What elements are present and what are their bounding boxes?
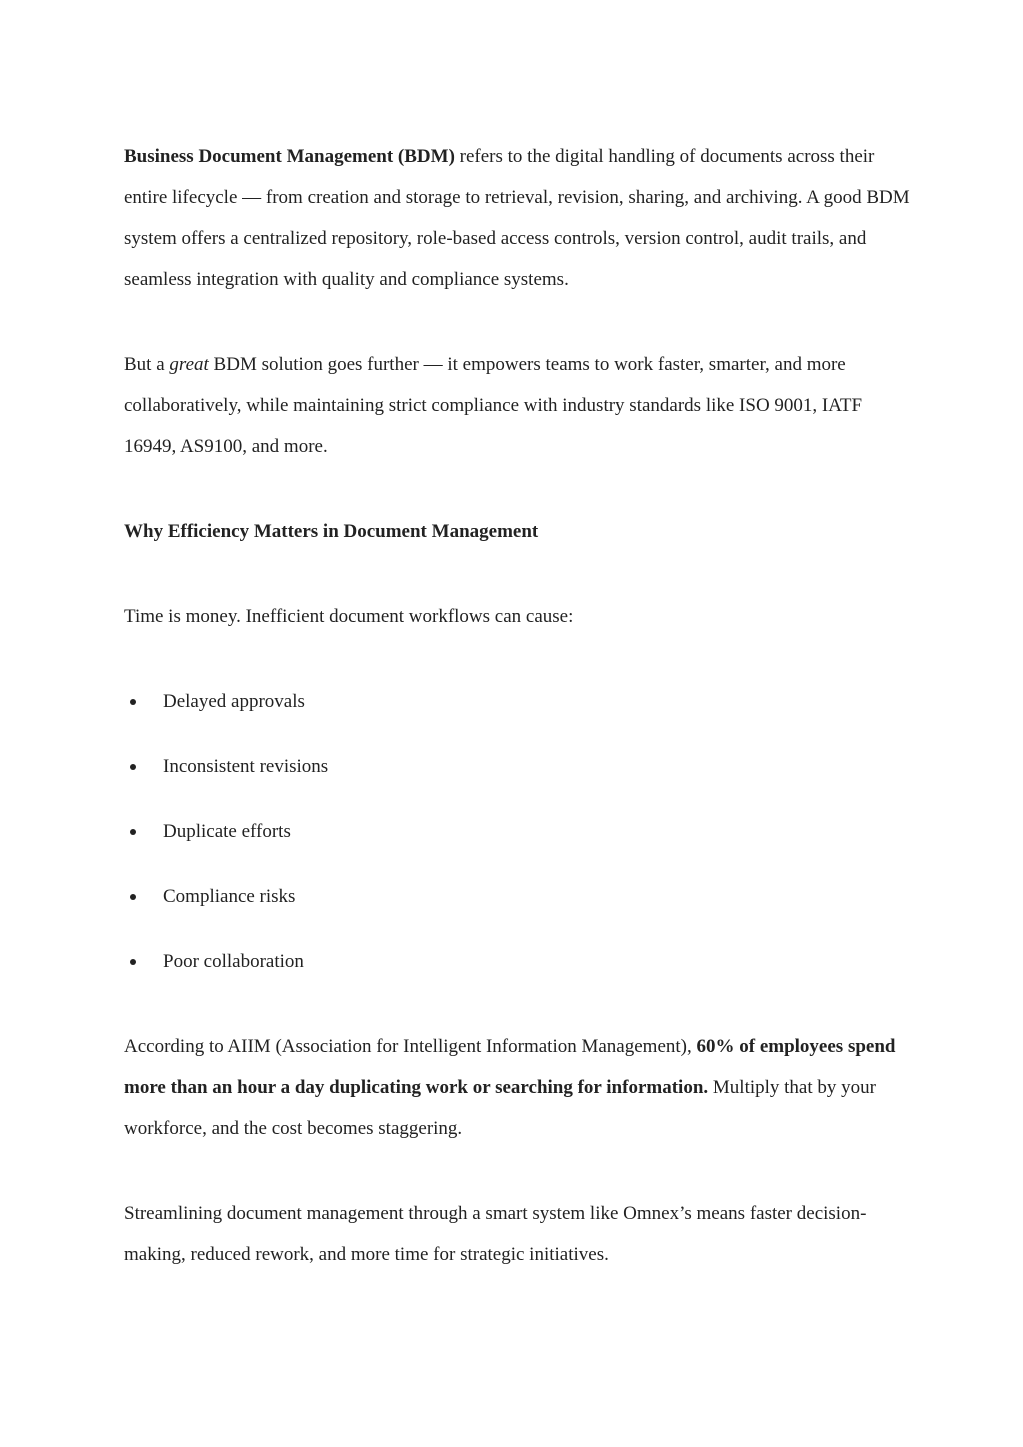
- bdm-definition-text: refers to the digital handling of documents across their entire lifecycle — from creation and storage to retrieval, revision, sharing, and archiving. A good BDM system offers a centralized repository, role-based access controls, version control, audit trails, and seamless integration with quality and compliance systems.: [124, 146, 910, 290]
- aiim-statistic: 60% of employees spend more than an hour a day duplicating work or searching for information.: [124, 1036, 896, 1098]
- great-bdm-before: But a: [124, 354, 170, 375]
- section-heading: Why Efficiency Matters in Document Management: [124, 521, 539, 542]
- list-item-text: Duplicate efforts: [163, 821, 291, 842]
- paragraph-bdm-definition: [124, 136, 914, 300]
- great-emphasis: great: [169, 354, 209, 375]
- problem-list: [124, 681, 914, 982]
- bullet-icon: [130, 894, 136, 900]
- list-item: [124, 811, 914, 852]
- list-item: [124, 876, 914, 917]
- paragraph-great-bdm: [124, 344, 914, 467]
- bdm-term: Business Document Management (BDM): [124, 146, 455, 167]
- bullet-icon: [130, 959, 136, 965]
- list-item: [124, 681, 914, 722]
- paragraph-omnex: Streamlining document management through a smart system like Omnex’s means faster decision-making, reduced rework, and more time for strategic initiatives.: [124, 1203, 867, 1265]
- bullet-icon: [130, 829, 136, 835]
- list-item-text: Compliance risks: [163, 886, 296, 907]
- list-item-text: Inconsistent revisions: [163, 756, 329, 777]
- paragraph-aiim-statistic: [124, 1026, 914, 1149]
- bullet-icon: [130, 699, 136, 705]
- document-body: [124, 136, 914, 1275]
- paragraph-intro: Time is money. Inefficient document workflows can cause:: [124, 606, 574, 627]
- list-item: [124, 746, 914, 787]
- aiim-after: Multiply that by your workforce, and the cost becomes staggering.: [124, 1077, 876, 1139]
- aiim-before: According to AIIM (Association for Intelligent Information Management),: [124, 1036, 697, 1057]
- list-item-text: Poor collaboration: [163, 951, 304, 972]
- list-item: [124, 941, 914, 982]
- great-bdm-after: BDM solution goes further — it empowers teams to work faster, smarter, and more collaboratively, while maintaining strict compliance with industry standards like ISO 9001, IATF 16949, AS9100, and more.: [124, 354, 863, 457]
- list-item-text: Delayed approvals: [163, 691, 305, 712]
- bullet-icon: [130, 764, 136, 770]
